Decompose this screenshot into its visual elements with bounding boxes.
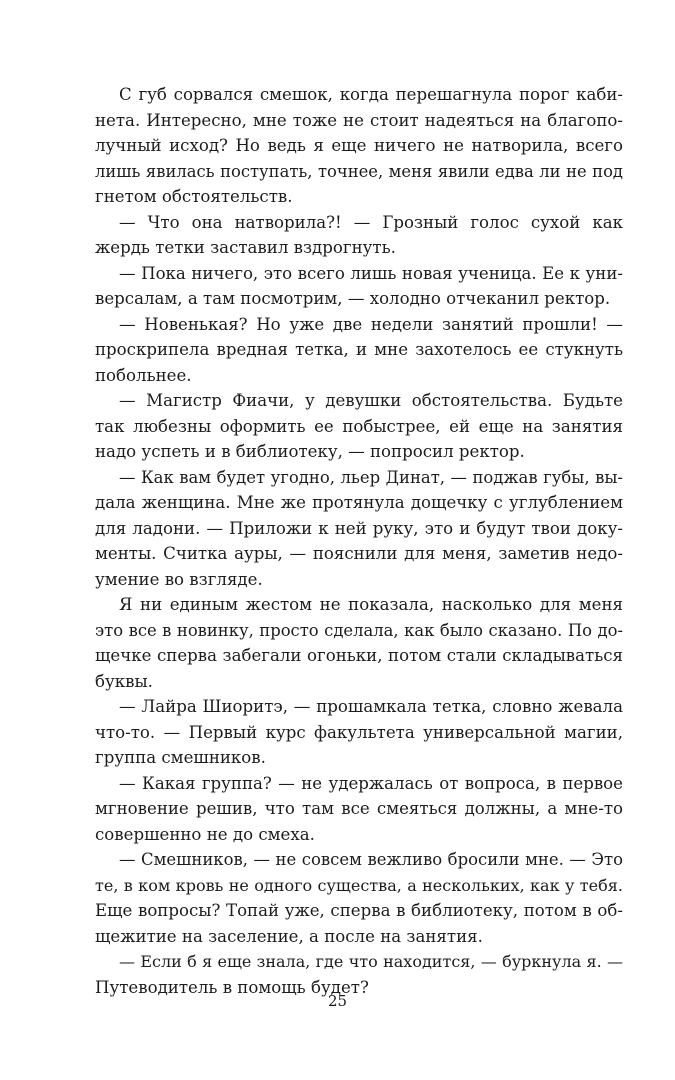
text-line: — Новенькая? Но уже две недели занятий прошли! — <box>119 314 623 334</box>
text-line: проскрипела вредная тетка, и мне захотелось ее стукнуть <box>95 340 623 359</box>
text-line: щечке сперва забегали огоньки, потом стали складываться <box>95 646 623 665</box>
text-line: лишь явилась поступать, точнее, меня явили едва ли не под <box>95 161 623 181</box>
text-line: Еще вопросы? Топай уже, сперва в библиотеку, потом в об- <box>95 901 623 920</box>
page-number: 25 <box>327 992 348 1010</box>
text-line: версалам, а там посмотрим, — холодно отчеканил ректор. <box>95 289 611 308</box>
text-line: для ладони. — Приложи к ней руку, это и будут твои доку- <box>95 518 623 538</box>
text-line: — Пока ничего, это всего лишь новая ученица. Ее к уни- <box>119 263 623 283</box>
text-line: — Магистр Фиачи, у девушки обстоятельства. Будьте <box>119 391 623 410</box>
text-line: жердь тетки заставил вздрогнуть. <box>95 238 396 257</box>
text-line: те, в ком кровь не одного существа, а нескольких, как у тебя. <box>95 875 623 895</box>
text-line: что-то. — Первый курс факультета универсальной магии, <box>95 722 623 742</box>
text-line: — Смешников, — не совсем вежливо бросили мне. — Это <box>119 850 623 869</box>
page-body-text <box>95 82 623 1000</box>
text-line: — Как вам будет угодно, льер Динат, — поджав губы, вы- <box>119 467 623 487</box>
text-line: менты. Считка ауры, — пояснили для меня, заметив недо- <box>95 544 623 563</box>
text-line: совершенно не до смеха. <box>95 824 315 844</box>
text-line: гнетом обстоятельств. <box>95 187 293 206</box>
text-line: — Лайра Шиоритэ, — прошамкала тетка, словно жевала <box>119 697 623 716</box>
text-line: — Если б я еще знала, где что находится, — буркнула я. — <box>119 952 623 971</box>
text-line: нета. Интересно, мне тоже не стоит надеяться на благопо- <box>95 110 623 130</box>
text-line: так любезны оформить ее побыстрее, ей еще на занятия <box>95 416 623 436</box>
text-line: группа смешников. <box>95 748 266 767</box>
text-line: С губ сорвался смешок, когда перешагнула порог каби- <box>119 85 623 104</box>
text-line: дала женщина. Мне же протянула дощечку с углублением <box>95 493 623 512</box>
text-line: побольнее. <box>95 365 192 385</box>
text-line: надо успеть и в библиотеку, — попросил ректор. <box>95 442 525 461</box>
text-line: умение во взгляде. <box>95 569 263 589</box>
text-line: это все в новинку, просто сделала, как было сказано. По до- <box>95 620 623 640</box>
text-line: — Какая группа? — не удержалась от вопроса, в первое <box>119 773 623 793</box>
text-line: Путеводитель в помощь будет? <box>95 977 369 997</box>
text-line: щежитие на заселение, а после на занятия. <box>95 926 483 946</box>
text-line: лучный исход? Но ведь я еще ничего не натворила, всего <box>95 136 623 155</box>
text-line: буквы. <box>95 671 153 691</box>
text-line: — Что она натворила?! — Грозный голос сухой как <box>119 212 623 232</box>
text-line: мгновение решив, что там все смеяться должны, а мне-то <box>95 799 623 818</box>
text-line: Я ни единым жестом не показала, насколько для меня <box>119 595 623 614</box>
